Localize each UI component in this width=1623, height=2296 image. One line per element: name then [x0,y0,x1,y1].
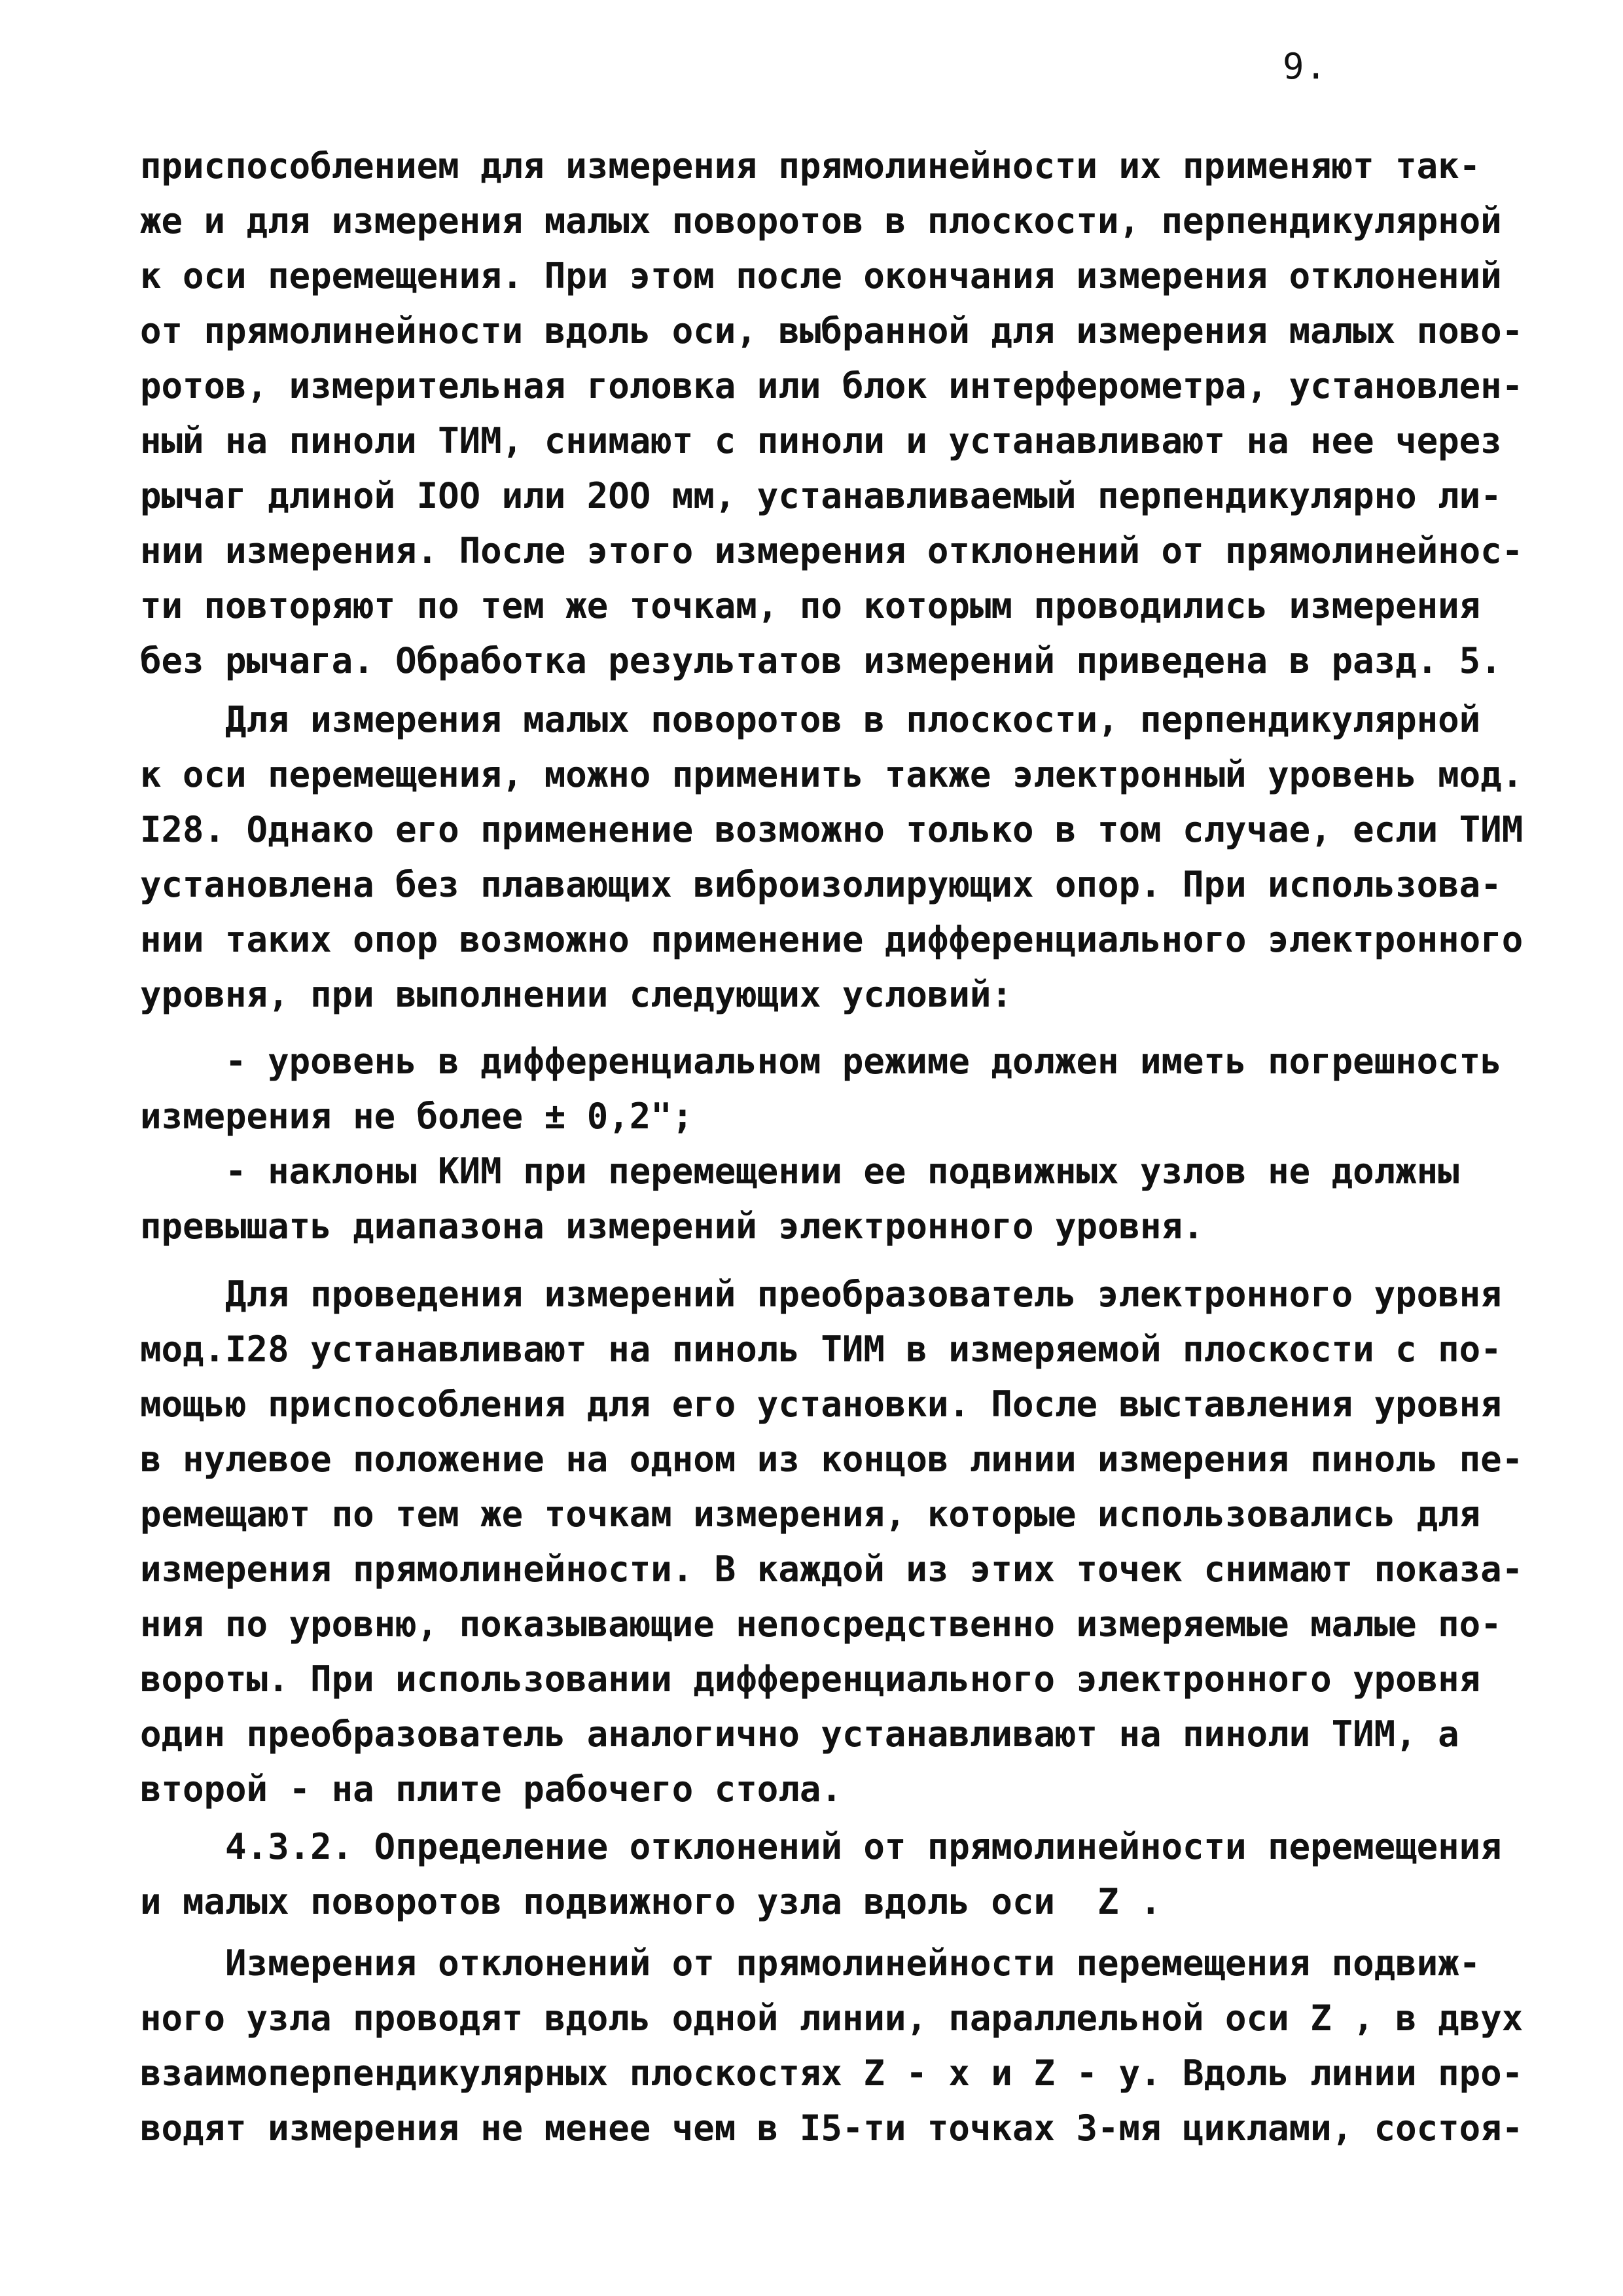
list-item-line: измерения не более ± 0,2"; [140,1096,694,1137]
text-line: в нулевое положение на одном из концов линии измерения пиноль пе- [140,1439,1524,1480]
text-line: ремещают по тем же точкам измерения, которые использовались для [140,1494,1481,1535]
text-line: мощью приспособления для его установки. После выставления уровня [140,1384,1502,1425]
text-line: рычаг длиной IOO или 2OO мм, устанавливаемый перпендикулярно ли- [140,475,1502,516]
text-line: ния по уровню, показывающие непосредственно измеряемые малые по- [140,1604,1502,1645]
text-line: мод.I28 устанавливают на пиноль ТИМ в измеряемой плоскости с по- [140,1329,1502,1370]
text-line: к оси перемещения, можно применить также электронный уровень мод. [140,754,1524,795]
text-line: нии таких опор возможно применение дифференциального электронного [140,919,1524,960]
paragraph-4 [140,1267,1541,1817]
text-line: вороты. При использовании дифференциального электронного уровня [140,1659,1481,1700]
text-line: ный на пиноли ТИМ, снимают с пиноли и устанавливают на нее через [140,420,1502,461]
text-line: один преобразователь аналогично устанавливают на пиноли ТИМ, а [140,1713,1459,1755]
text-line: без рычага. Обработка результатов измерений приведена в разд. 5. [140,640,1502,681]
paragraph-6 [140,1936,1541,2156]
paragraph-3-conditions-list [140,1034,1541,1254]
page-number: 9. [1283,46,1329,87]
text-line: приспособлением для измерения прямолинейности их применяют так- [140,145,1481,187]
text-line: от прямолинейности вдоль оси, выбранной для измерения малых пово- [140,310,1524,351]
text-line: ти повторяют по тем же точкам, по которым проводились измерения [140,585,1481,626]
text-line: измерения прямолинейности. В каждой из этих точек снимают показа- [140,1549,1524,1590]
text-line: к оси перемещения. При этом после окончания измерения отклонений [140,255,1502,296]
section-heading-4-3-2 [140,1820,1541,1929]
text-line: ротов, измерительная головка или блок интерферометра, установлен- [140,365,1524,406]
text-line: взаимоперпендикулярных плоскостях Z - x и Z - y. Вдоль линии про- [140,2053,1524,2094]
text-line: ного узла проводят вдоль одной линии, параллельной оси Z , в двух [140,1998,1524,2039]
text-line: установлена без плавающих виброизолирующих опор. При использова- [140,864,1502,905]
list-item-line: - наклоны КИМ при перемещении ее подвижных узлов не должны [140,1151,1459,1192]
text-line: же и для измерения малых поворотов в плоскости, перпендикулярной [140,200,1502,242]
section-heading-line: 4.3.2. Определение отклонений от прямолинейности перемещения [140,1826,1502,1867]
paragraph-2 [140,692,1541,1022]
list-item-line: превышать диапазона измерений электронного уровня. [140,1206,1204,1247]
text-line: Для измерения малых поворотов в плоскости, перпендикулярной [140,699,1481,740]
text-line: уровня, при выполнении следующих условий: [140,974,1012,1015]
text-line: I28. Однако его применение возможно только в том случае, если ТИМ [140,809,1524,850]
section-heading-line: и малых поворотов подвижного узла вдоль оси Z . [140,1881,1162,1922]
text-line: Для проведения измерений преобразователь электронного уровня [140,1274,1502,1315]
text-line: второй - на плите рабочего стола. [140,1768,842,1810]
list-item-line: - уровень в дифференциальном режиме должен иметь погрешность [140,1041,1502,1082]
text-line: нии измерения. После этого измерения отклонений от прямолинейнос- [140,530,1524,571]
text-line: Измерения отклонений от прямолинейности перемещения подвиж- [140,1943,1481,1984]
text-line: водят измерения не менее чем в I5-ти точках 3-мя циклами, состоя- [140,2108,1524,2149]
paragraph-1 [140,139,1541,689]
